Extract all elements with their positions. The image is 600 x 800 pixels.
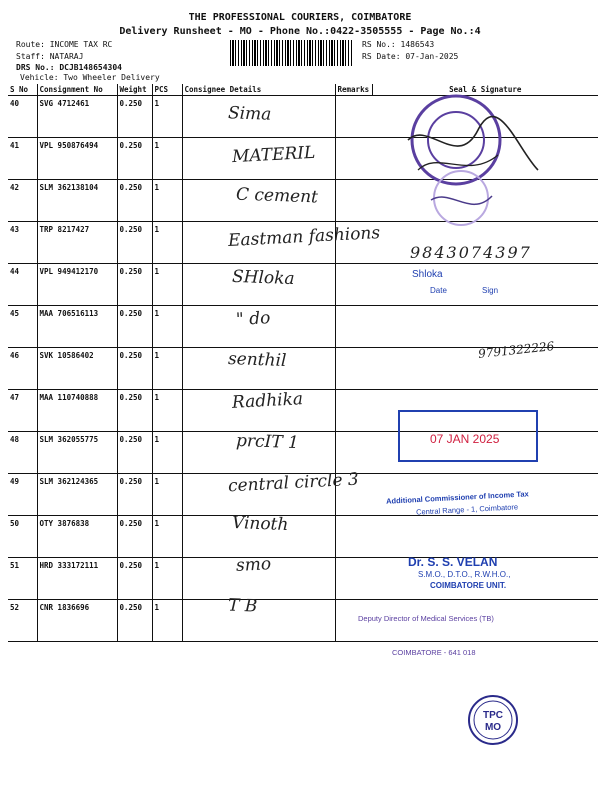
col-consignee: Consignee Details (182, 84, 335, 96)
row-pcs: 1 (152, 222, 182, 264)
row-seal-cell (372, 264, 598, 306)
row-remarks (335, 516, 372, 558)
row-remarks (335, 96, 372, 138)
rs-number: RS No.: 1486543 (362, 40, 435, 49)
row-remarks (335, 180, 372, 222)
handwritten-consignee: MATERIL (231, 142, 316, 168)
row-consignment: HRD 333172111 (37, 558, 117, 600)
row-weight: 0.250 (117, 516, 152, 558)
row-sno: 51 (8, 558, 37, 600)
col-sno: S No (8, 84, 37, 96)
row-pcs: 1 (152, 516, 182, 558)
row-consignment: SLM 362138104 (37, 180, 117, 222)
row-weight: 0.250 (117, 138, 152, 180)
shloka-stamp-name: Shloka (412, 269, 443, 280)
row-consignment: MAA 110740888 (37, 390, 117, 432)
handwritten-consignee: central circle 3 (227, 469, 360, 497)
row-consignment: SLM 362124365 (37, 474, 117, 516)
handwritten-consignee: C cement (235, 184, 319, 208)
row-pcs: 1 (152, 306, 182, 348)
row-sno: 45 (8, 306, 37, 348)
row-remarks (335, 264, 372, 306)
row-consignment: SLM 362055775 (37, 432, 117, 474)
row-weight: 0.250 (117, 600, 152, 642)
handwritten-consignee: Vinoth (231, 513, 289, 535)
handwritten-consignee: Eastman fashions (227, 223, 381, 251)
row-sno: 52 (8, 600, 37, 642)
row-weight: 0.250 (117, 390, 152, 432)
rs-date: RS Date: 07-Jan-2025 (362, 52, 459, 61)
col-consignment: Consignment No (37, 84, 117, 96)
vehicle: Vehicle: Two Wheeler Delivery (20, 73, 160, 82)
row-pcs: 1 (152, 264, 182, 306)
row-remarks (335, 558, 372, 600)
row-seal-cell (372, 306, 598, 348)
handwritten-consignee: T B (227, 595, 258, 617)
table-row (8, 600, 598, 642)
row-pcs: 1 (152, 96, 182, 138)
row-pcs: 1 (152, 180, 182, 222)
row-sno: 44 (8, 264, 37, 306)
row-consignment: VPL 950876494 (37, 138, 117, 180)
runsheet-title: Delivery Runsheet - MO - Phone No.:0422-3505555 - Page No.:4 (119, 26, 481, 37)
handwritten-consignee: senthil (227, 348, 287, 372)
commissioner-seal: Additional Commissioner of Income Tax (385, 489, 529, 506)
row-consignment: SVK 10586402 (37, 348, 117, 390)
table-row (8, 264, 598, 306)
row-weight: 0.250 (117, 432, 152, 474)
row-pcs: 1 (152, 390, 182, 432)
row-pcs: 1 (152, 348, 182, 390)
row-remarks (335, 138, 372, 180)
row-sno: 50 (8, 516, 37, 558)
row-weight: 0.250 (117, 558, 152, 600)
row-seal-cell (372, 516, 598, 558)
row-consignment: CNR 1836696 (37, 600, 117, 642)
row-remarks (335, 348, 372, 390)
row-consignment: TRP 8217427 (37, 222, 117, 264)
row-remarks (335, 432, 372, 474)
handwritten-consignee: Radhika (231, 389, 304, 413)
row-weight: 0.250 (117, 348, 152, 390)
doctor-name: Dr. S. S. VELAN (408, 555, 498, 569)
row-sno: 48 (8, 432, 37, 474)
table-row (8, 516, 598, 558)
route: Route: INCOME TAX RC (16, 40, 113, 49)
phone-note-2: 9791322226 (477, 339, 555, 361)
row-remarks (335, 390, 372, 432)
doctor-title: S.M.O., D.T.O., R.W.H.O., (418, 570, 511, 579)
row-consignment: OTY 3876838 (37, 516, 117, 558)
phone-note: 9843074397 (410, 243, 532, 262)
row-sno: 42 (8, 180, 37, 222)
row-sno: 40 (8, 96, 37, 138)
shloka-stamp-sign: Sign (482, 286, 499, 295)
row-consignee-cell (182, 600, 335, 642)
date-stamp: 07 JAN 2025 (430, 432, 500, 446)
col-seal: Seal & Signature (372, 84, 598, 96)
company-title: THE PROFESSIONAL COURIERS, COIMBATORE (188, 12, 412, 23)
central-range-seal: Central Range - 1, Coimbatore (415, 502, 519, 517)
row-sno: 41 (8, 138, 37, 180)
row-sno: 43 (8, 222, 37, 264)
doctor-unit: COIMBATORE UNIT. (430, 581, 507, 590)
deputy-director-seal: Deputy Director of Medical Services (TB) (358, 614, 494, 623)
tpc-mo-seal (466, 693, 520, 747)
row-consignment: VPL 949412170 (37, 264, 117, 306)
row-pcs: 1 (152, 600, 182, 642)
row-sno: 49 (8, 474, 37, 516)
row-weight: 0.250 (117, 264, 152, 306)
handwritten-consignee: " do (235, 308, 271, 330)
col-weight: Weight (117, 84, 152, 96)
row-pcs: 1 (152, 138, 182, 180)
table-header (8, 84, 598, 96)
drs-number: DRS No.: DCJB148654304 (16, 63, 122, 72)
handwritten-consignee: SHloka (231, 266, 295, 290)
tpc-text: TPC (483, 710, 503, 721)
handwritten-consignee: Sima (227, 103, 272, 125)
handwritten-consignee: smo (235, 554, 272, 576)
handwritten-consignee: prcIT 1 (235, 430, 300, 454)
shloka-stamp-date: Date (430, 286, 447, 295)
row-consignment: MAA 706516113 (37, 306, 117, 348)
row-sno: 47 (8, 390, 37, 432)
row-remarks (335, 306, 372, 348)
row-pcs: 1 (152, 432, 182, 474)
row-weight: 0.250 (117, 96, 152, 138)
staff: Staff: NATARAJ (16, 52, 84, 61)
row-weight: 0.250 (117, 474, 152, 516)
mo-text: MO (484, 722, 502, 733)
table-row (8, 306, 598, 348)
row-consignment: SVG 4712461 (37, 96, 117, 138)
row-pcs: 1 (152, 558, 182, 600)
col-remarks: Remarks (335, 84, 372, 96)
row-weight: 0.250 (117, 306, 152, 348)
row-weight: 0.250 (117, 222, 152, 264)
row-pcs: 1 (152, 474, 182, 516)
row-sno: 46 (8, 348, 37, 390)
faint-round-seal (426, 168, 496, 228)
row-weight: 0.250 (117, 180, 152, 222)
col-pcs: PCS (152, 84, 182, 96)
barcode (230, 40, 352, 66)
deputy-city: COIMBATORE - 641 018 (392, 648, 476, 657)
